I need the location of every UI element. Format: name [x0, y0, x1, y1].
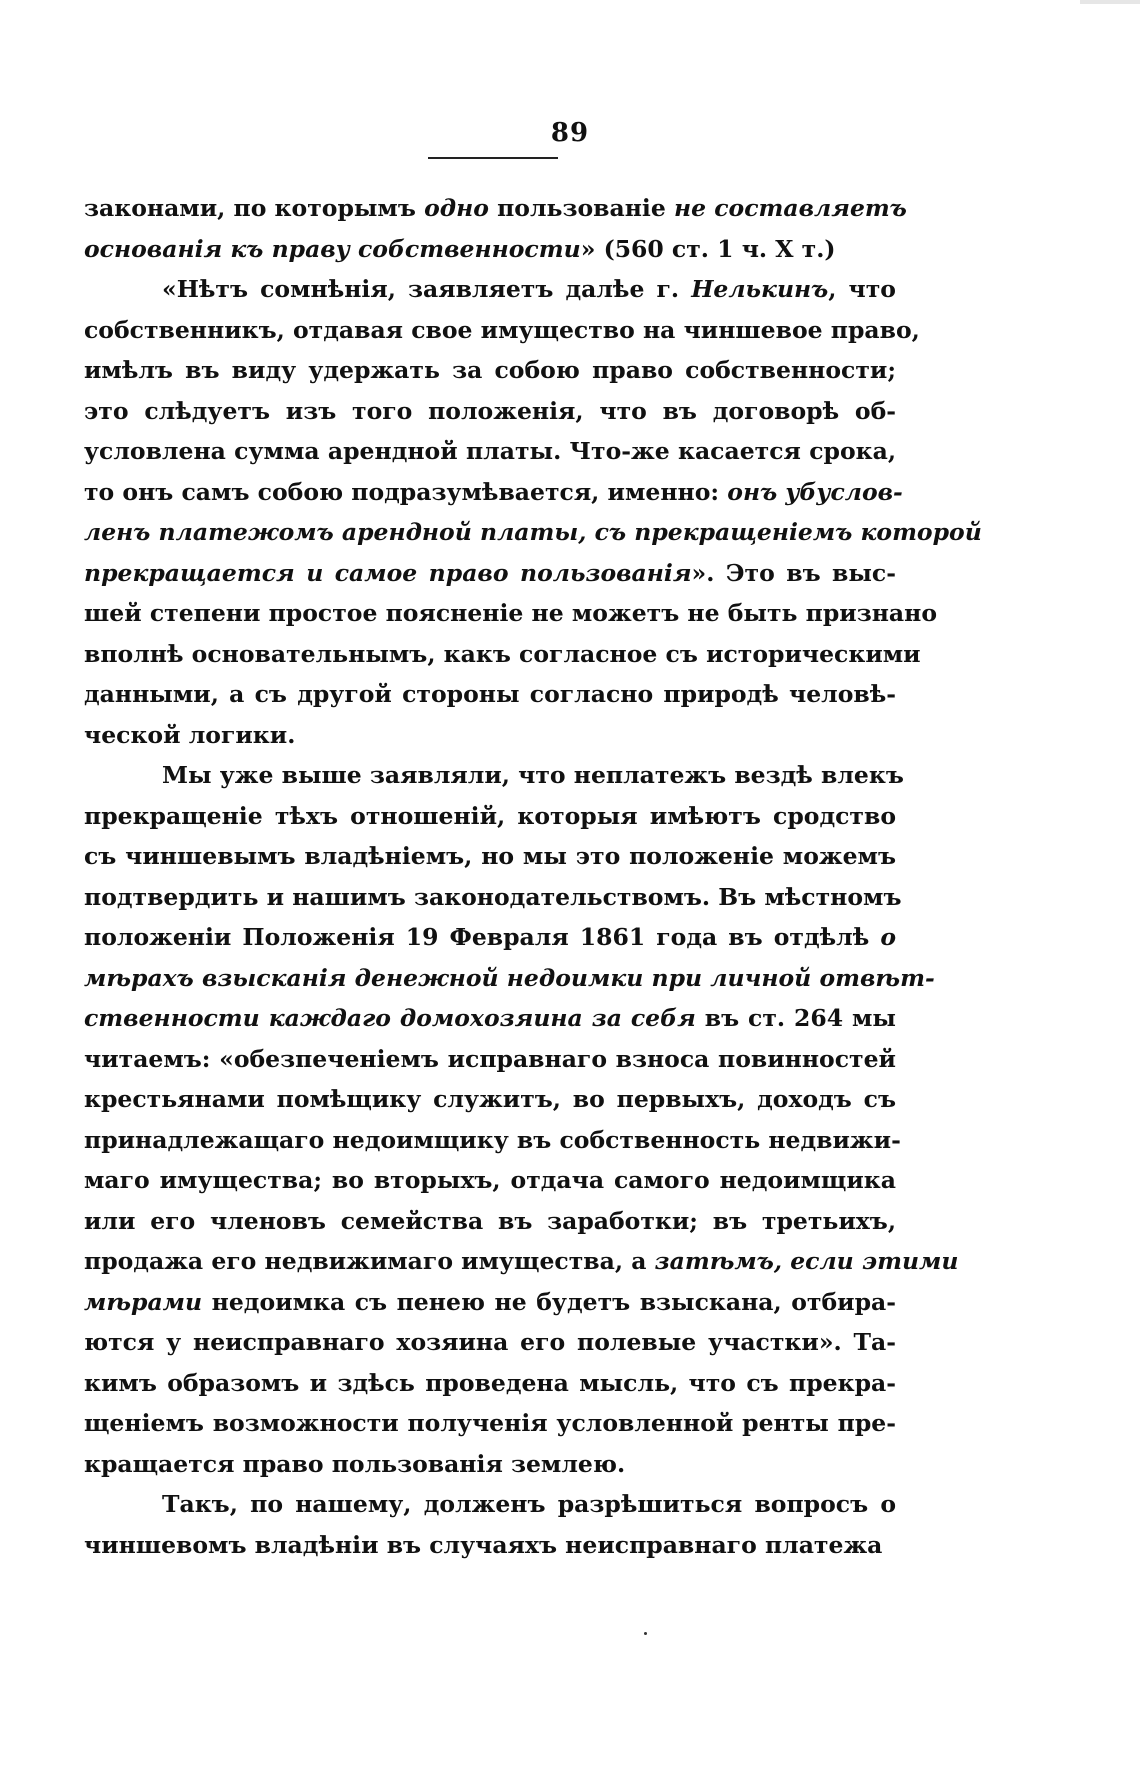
text-run: , по которымъ [217, 194, 425, 222]
text-run: въ ст. 264 мы [695, 1004, 896, 1032]
text-line [84, 1444, 896, 1485]
text-line [84, 634, 921, 675]
text-run: законами [84, 194, 218, 222]
italic-text: одно [424, 194, 489, 222]
text-line [84, 1039, 896, 1080]
paragraph-4 [84, 1484, 896, 1565]
italic-text: затѣмъ, если этими [654, 1247, 959, 1275]
text-line [84, 350, 896, 391]
text-run: щеніемъ возможности полученія условленной ренты пре- [84, 1409, 896, 1437]
italic-text: не составляетъ [673, 194, 907, 222]
text-line [84, 472, 903, 513]
text-run: читаемъ: «обезпеченіемъ исправнаго взноса повинностей [84, 1044, 896, 1073]
text-run: маго имущества; во вторыхъ, отдача самого недоимщика [84, 1166, 896, 1194]
text-run: или его членовъ семейства въ заработки; въ третьихъ, [84, 1206, 896, 1235]
text-line [84, 1120, 901, 1161]
text-run: » (560 ст. 1 ч. X т.) [580, 234, 836, 263]
text-line [84, 917, 896, 958]
text-line [84, 269, 896, 310]
print-speck [644, 1632, 647, 1635]
text-line [84, 310, 920, 351]
text-line [84, 593, 938, 634]
text-run: съ чиншевымъ владѣніемъ, но мы это положеніе можемъ [84, 842, 896, 870]
text-line [84, 674, 896, 715]
text-run: кращается право пользованія землею. [84, 1449, 626, 1478]
text-line [84, 391, 896, 432]
page-number: 89 [550, 118, 590, 148]
text-line [84, 512, 982, 553]
text-line [84, 1160, 896, 1201]
italic-text: ственности каждаго домохозяина за себя [84, 1004, 696, 1032]
text-run: прекращеніе тѣхъ отношеній, которыя имѣютъ сродство [84, 801, 896, 830]
text-line [84, 1201, 896, 1242]
text-run: вполнѣ основательнымъ, какъ согласное съ историческими [84, 639, 921, 668]
text-run: данными, а съ другой стороны согласно природѣ человѣ- [84, 680, 896, 708]
text-run: ческой логики. [84, 720, 296, 749]
text-run: ». Это въ выс- [691, 558, 896, 587]
text-run: принадлежащаго недоимщику въ собственность недвижи- [84, 1125, 901, 1154]
text-run: , что [828, 275, 896, 303]
text-line [84, 553, 896, 594]
italic-text: о [880, 923, 896, 951]
text-line [84, 998, 896, 1039]
header-rule [428, 157, 558, 159]
italic-text: ленъ платежомъ арендной платы, съ прекращеніемъ которой [84, 518, 982, 546]
paragraph-1 [84, 188, 907, 269]
text-run: положеніи Положенія 19 Февраля 1861 года въ отдѣлѣ [84, 923, 881, 951]
text-run: условлена сумма арендной платы. Что-же касается срока, [84, 437, 896, 465]
text-run: Мы уже выше заявляли, что неплатежъ вездѣ влекъ [162, 761, 904, 789]
italic-text: Нелькинъ [691, 275, 829, 303]
text-line [84, 796, 896, 837]
text-line [84, 755, 904, 796]
text-run: это слѣдуетъ изъ того положенія, что въ договорѣ об- [84, 396, 896, 425]
text-line [84, 958, 935, 999]
italic-text: прекращается и самое право пользованія [84, 558, 692, 587]
paragraph-3 [84, 755, 959, 1484]
italic-text: онъ убуслов- [727, 477, 903, 506]
text-line [84, 188, 907, 229]
text-line [84, 1241, 959, 1282]
italic-text: мѣрахъ взысканія денежной недоимки при личной отвѣт- [84, 963, 935, 992]
text-line [84, 1079, 896, 1120]
text-run: шей степени простое поясненіе не можетъ не быть признано [84, 599, 938, 627]
text-line [84, 1363, 896, 1404]
italic-text: основанія къ праву собственности [84, 234, 581, 263]
body-text [84, 188, 982, 1565]
text-run: подтвердить и нашимъ законодательствомъ. Въ мѣстномъ [84, 882, 902, 911]
text-run: то онъ самъ собою подразумѣвается, именно: [84, 477, 728, 506]
text-run: ются у неисправнаго хозяина его полевые участки». Та- [84, 1328, 896, 1356]
text-line [84, 1484, 896, 1525]
text-run: чиншевомъ владѣніи въ случаяхъ неисправнаго платежа [84, 1530, 883, 1559]
text-run: собственникъ, отдавая свое имущество на чиншевое право, [84, 315, 920, 344]
text-line [84, 1322, 896, 1363]
text-run: продажа его недвижимаго имущества, а [84, 1247, 655, 1275]
italic-text: мѣрами [84, 1287, 203, 1316]
text-run: Такъ, по нашему, долженъ разрѣшиться вопросъ о [162, 1490, 896, 1518]
text-line [84, 1403, 896, 1444]
scan-edge-mark [1080, 0, 1140, 4]
text-run: крестьянами помѣщику служитъ, во первыхъ, доходъ съ [84, 1085, 896, 1113]
text-line [84, 715, 896, 756]
text-line [84, 229, 896, 270]
text-line [84, 877, 902, 918]
text-line [84, 836, 896, 877]
text-run: пользованіе [488, 194, 674, 222]
text-line [84, 1525, 896, 1566]
text-run: кимъ образомъ и здѣсь проведена мысль, что съ прекра- [84, 1368, 896, 1397]
paragraph-2 [84, 269, 982, 755]
text-run: недоимка съ пенею не будетъ взыскана, отбира- [202, 1287, 896, 1316]
text-line [84, 431, 896, 472]
text-line [84, 1282, 896, 1323]
text-run: имѣлъ въ виду удержать за собою право собственности; [84, 356, 896, 384]
text-run: «Нѣтъ сомнѣнія, заявляетъ далѣе г. [162, 275, 692, 303]
